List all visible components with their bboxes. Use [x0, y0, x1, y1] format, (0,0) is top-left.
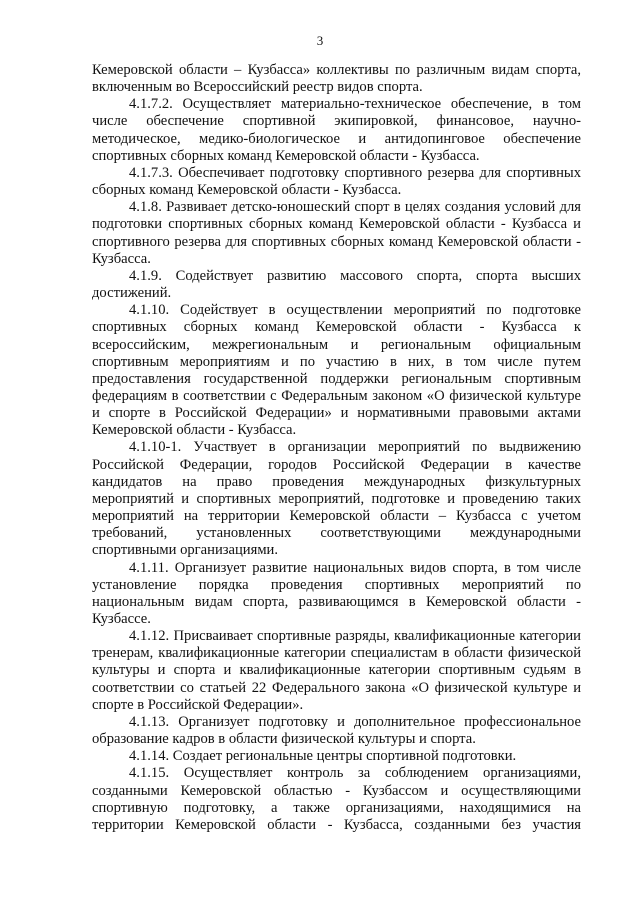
page-number: 3 — [316, 33, 324, 48]
paragraph-4-1-10: 4.1.10. Содействует в осуществлении мероприятий по подготовке спортивных сборных команд Кемеровской области - Кузбасса к всероссийским, межрегиональным и региональным официальным спортивным мероприятиям и по участию в них, в том числе путем предоставления государственной поддержки региональным спортивным федерациям в соответствии с Федеральным законом «О физической культуре и спорте в Российской Федерации» и нормативными правовыми актами Кемеровской области - Кузбасса. — [92, 302, 581, 439]
paragraph-4-1-11: 4.1.11. Организует развитие национальных видов спорта, в том числе установление порядка проведения спортивных мероприятий по национальным видам спорта, развивающимся в Кемеровской области - Кузбассе. — [92, 559, 581, 627]
paragraph-4-1-7-3: 4.1.7.3. Обеспечивает подготовку спортивного резерва для спортивных сборных команд Кемеровской области - Кузбасса. — [92, 164, 581, 199]
document-body — [92, 62, 581, 834]
paragraph-continuation: Кемеровской области – Кузбасса» коллективы по различным видам спорта, включенным во Всероссийский реестр видов спорта. — [92, 62, 581, 96]
paragraph-4-1-8: 4.1.8. Развивает детско-юношеский спорт в целях создания условий для подготовки спортивных сборных команд Кемеровской области - Кузбасса и спортивного резерва для спортивных сборных команд Кемеровской области - Кузбасса. — [92, 199, 581, 267]
paragraph-4-1-12: 4.1.12. Присваивает спортивные разряды, квалификационные категории тренерам, квалификационные категории специалистам в области физической культуры и спорта и квалификационные категории спортивным судьям в соответствии со статьей 22 Федерального закона «О физической культуре и спорте в Российской Федерации». — [92, 628, 581, 713]
paragraph-4-1-9: 4.1.9. Содействует развитию массового спорта, спорта высших достижений. — [92, 267, 581, 302]
paragraph-4-1-13: 4.1.13. Организует подготовку и дополнительное профессиональное образование кадров в области физической культуры и спорта. — [92, 713, 581, 748]
paragraph-4-1-10-1: 4.1.10-1. Участвует в организации мероприятий по выдвижению Российской Федерации, городов Российской Федерации в качестве кандидатов на право проведения международных физкультурных мероприятий и спортивных мероприятий, подготовке и проведению таких мероприятий на территории Кемеровской области – Кузбасса с учетом требований, установленных соответствующими международными спортивными организациями. — [92, 439, 581, 559]
paragraph-4-1-14: 4.1.14. Создает региональные центры спортивной подготовки. — [129, 748, 517, 765]
paragraph-4-1-7-2: 4.1.7.2. Осуществляет материально-техническое обеспечение, в том числе обеспечение спортивной экипировкой, финансовое, научно-методическое, медико-биологическое и антидопинговое обеспечение спортивных сборных команд Кемеровской области - Кузбасса. — [92, 96, 581, 164]
paragraph-4-1-15: 4.1.15. Осуществляет контроль за соблюдением организациями, созданными Кемеровской областью - Кузбассом и осуществляющими спортивную подготовку, а также организациями, находящимися на территории Кемеровской области - Кузбасса, созданными без участия — [92, 765, 581, 833]
